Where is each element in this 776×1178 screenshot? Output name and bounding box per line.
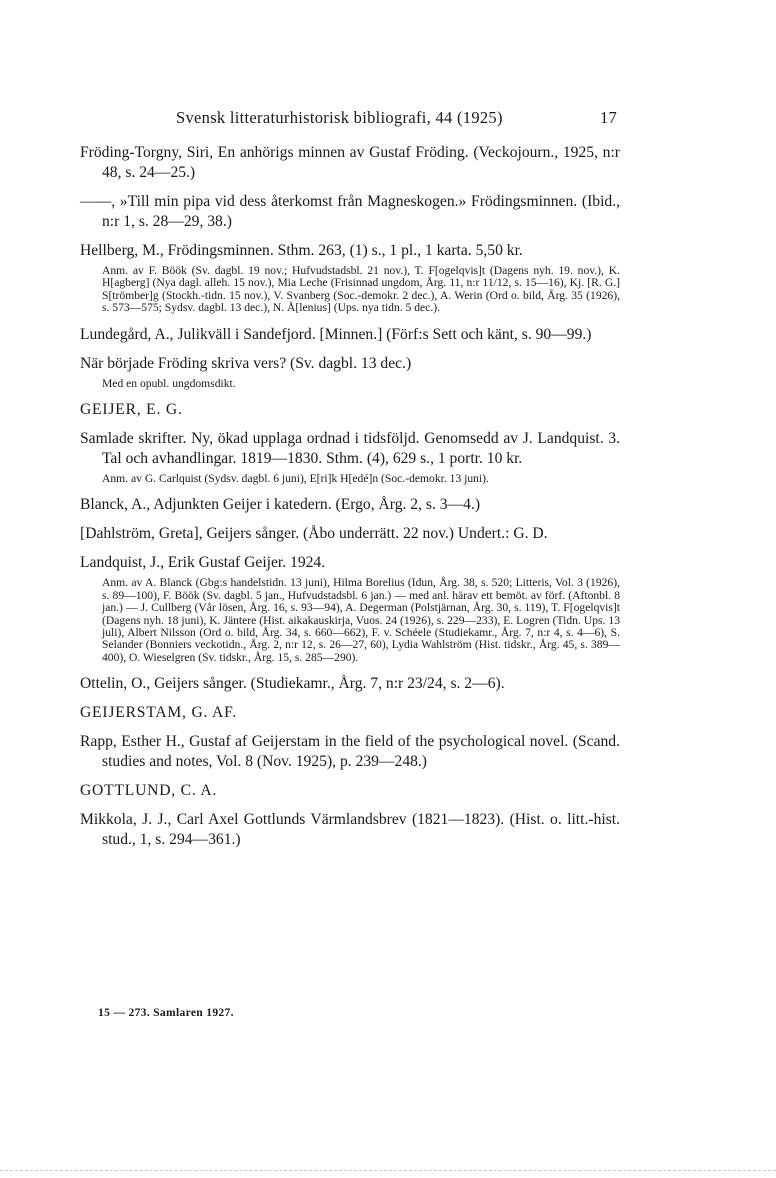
bibliography-body: [80, 143, 620, 859]
author-heading-geijer: GEIJER, E. G.: [80, 401, 183, 419]
entry-dahlstrom: [Dahlström, Greta], Geijers sånger. (Åbo underrätt. 22 nov.) Undert.: G. D.: [80, 525, 548, 543]
entry-blanck: Blanck, A., Adjunkten Geijer i katedern. (Ergo, Årg. 2, s. 3—4.): [80, 496, 481, 514]
entry-lundegard: Lundegård, A., Julikväll i Sandefjord. [Minnen.] (Förf:s Sett och känt, s. 90—99.): [80, 325, 592, 343]
entry-froding-torgny: Fröding-Torgny, Siri, En anhörigs minnen av Gustaf Fröding. (Veckojourn., 1925, n:r 48, s. 24—25.): [80, 144, 620, 181]
note-landquist-reviews: Anm. av A. Blanck (Gbg:s handelstidn. 13 juni), Hilma Borelius (Idun, Årg. 38, s. 520; Litteris, Vol. 3 (1926), s. 89—100), F. Böök (Sv. dagbl. 5 jan., Hufvudstadsbl. 6 jan.) — med anl. härav ett bemöt. av förf. (Aftonbl. 8 jan.) — J. Cullberg (Vår lösen, Årg. 16, s. 93—94), A. Degerman (Polstjärnan, Årg. 30, s. 119), T. F[ogelqvis]t (Dagens nyh. 18 juni), K. Jäntere (Hist. aikakauskirja, Vuos. 24 (1926), s. 229—233), E. Logren (Tidn. Ups. 13 juli), Albert Nilsson (Ord o. bild, Årg. 34, s. 660—662), F. v. Schéele (Studiekamr., Årg. 7, n:r 4, s. 4—6), S. Selander (Bonniers veckotidn., Årg. 2, n:r 12, s. 26—27, 60), Lydia Wahlström (Hist. tidskr., Årg. 45, s. 389—400), O. Wieselgren (Sv. tidskr., Årg. 15, s. 285—290).: [102, 576, 620, 664]
entry-till-min-pipa: ——, »Till min pipa vid dess återkomst från Magneskogen.» Frödingsminnen. (Ibid., n:r 1, s. 28—29, 38.): [80, 193, 620, 230]
entry-samlade-skrifter: Samlade skrifter. Ny, ökad upplaga ordnad i tidsföljd. Genomsedd av J. Landquist. 3. Tal och avhandlingar. 1819—1830. Sthm. (4), 629 s., 1 portr. 10 kr.: [80, 430, 620, 468]
printer-signature: 15 — 273. Samlaren 1927.: [98, 1006, 234, 1019]
entry-landquist: Landquist, J., Erik Gustaf Geijer. 1924.: [80, 554, 326, 572]
scan-edge-line: [0, 1170, 776, 1172]
entry-rapp: Rapp, Esther H., Gustaf af Geijerstam in the field of the psychological novel. (Scand. studies and notes, Vol. 8 (Nov. 1925), p. 239—248.): [80, 733, 620, 771]
entry-ottelin: Ottelin, O., Geijers sånger. (Studiekamr., Årg. 7, n:r 23/24, s. 2—6).: [80, 675, 505, 693]
note-ungdomsdikt: Med en opubl. ungdomsdikt.: [102, 376, 236, 390]
header-title: Svensk litteraturhistorisk bibliografi, 44 (1925): [176, 108, 503, 127]
note-samlade-skrifter-reviews: Anm. av G. Carlquist (Sydsv. dagbl. 6 juni), E[ri]k H[edé]n (Soc.-demokr. 13 juni).: [102, 472, 489, 486]
entry-hellberg: Hellberg, M., Frödingsminnen. Sthm. 263, (1) s., 1 pl., 1 karta. 5,50 kr.: [80, 242, 523, 259]
note-hellberg-reviews: Anm. av F. Böök (Sv. dagbl. 19 nov.; Hufvudstadsbl. 21 nov.), T. F[ogelqvis]t (Dagens nyh. 19. nov.), K. H[agberg] (Nya dagl. alleh. 15 nov.), Mia Leche (Frisinnad ungdom, Årg. 11, n:r 11/12, s. 15—16), Kj. [R. G.] S[trömber]g (Stockh.-tidn. 15 nov.), V. Svanberg (Soc.-demokr. 2 dec.), A. Werin (Ord o. bild, Årg. 35 (1926), s. 573—575; Sydsv. dagbl. 13 dec.), N. Å[lenius] (Ups. nya tidn. 5 dec.).: [102, 264, 620, 315]
running-header: [0, 108, 776, 132]
page-number: 17: [600, 108, 618, 127]
entry-mikkola: Mikkola, J. J., Carl Axel Gottlunds Värmlandsbrev (1821—1823). (Hist. o. litt.-hist. stud., 1, s. 294—361.): [80, 811, 620, 849]
author-heading-geijerstam: GEIJERSTAM, G. AF.: [80, 704, 238, 722]
entry-nar-borjade-froding: När började Fröding skriva vers? (Sv. dagbl. 13 dec.): [80, 354, 412, 372]
author-heading-gottlund: GOTTLUND, C. A.: [80, 782, 218, 800]
